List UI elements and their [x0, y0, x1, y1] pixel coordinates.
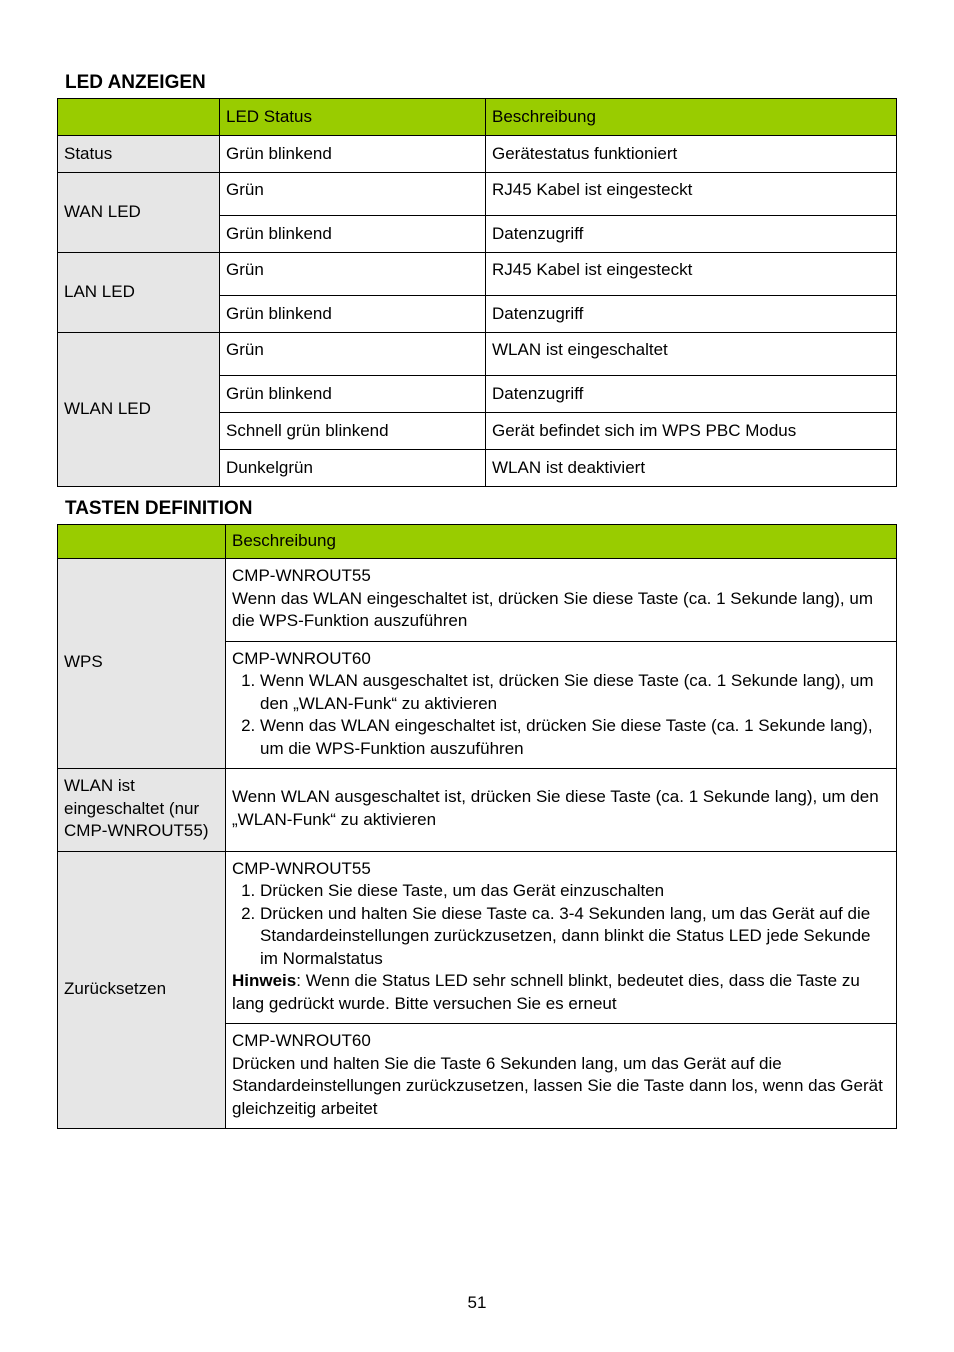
header-cell-description: Beschreibung: [486, 99, 897, 136]
key-label-wlan: WLAN ist eingeschaltet (nur CMP-WNROUT55): [58, 769, 226, 852]
led-status-cell: Grün: [220, 253, 486, 296]
led-description-cell: WLAN ist deaktiviert: [486, 450, 897, 487]
led-status-cell: Grün blinkend: [220, 216, 486, 253]
led-status-cell: Grün: [220, 333, 486, 376]
table-row: [58, 559, 897, 642]
key-description-cell: [226, 559, 897, 642]
led-description-cell: Datenzugriff: [486, 296, 897, 333]
led-table-header: [58, 99, 897, 136]
led-status-cell: Grün blinkend: [220, 376, 486, 413]
key-description-cell: [226, 1024, 897, 1129]
led-group-label: LAN LED: [58, 253, 220, 333]
led-status-cell: Schnell grün blinkend: [220, 413, 486, 450]
led-group-label: WLAN LED: [58, 333, 220, 487]
led-status-cell: Grün: [220, 173, 486, 216]
led-description-cell: RJ45 Kabel ist eingesteckt: [486, 253, 897, 296]
led-status-cell: Dunkelgrün: [220, 450, 486, 487]
model-name: CMP-WNROUT55: [232, 858, 371, 878]
keys-section-title: TASTEN DEFINITION: [65, 498, 253, 519]
list-item: 2. Wenn das WLAN eingeschaltet ist, drücken Sie diese Taste (ca. 1 Sekunde lang), um die WPS-Funktion auszuführen: [260, 715, 890, 760]
key-label-reset: Zurücksetzen: [58, 851, 226, 1129]
led-section-title: LED ANZEIGEN: [65, 72, 206, 93]
model-name: CMP-WNROUT60: [232, 1031, 371, 1050]
table-row: [58, 173, 897, 216]
key-description-cell: [226, 641, 897, 769]
description-text: Drücken und halten Sie die Taste 6 Sekunden lang, um das Gerät auf die Standardeinstellungen zurückzusetzen, lassen Sie die Taste dann los, wenn das Gerät gleichzeitig arbeitet: [232, 1053, 883, 1118]
header-cell-led-status: LED Status: [220, 99, 486, 136]
led-description-cell: WLAN ist eingeschaltet: [486, 333, 897, 376]
description-text: Wenn das WLAN eingeschaltet ist, drücken Sie diese Taste (ca. 1 Sekunde lang), um die WPS-Funktion auszuführen: [232, 588, 873, 630]
list-item: 2. Drücken und halten Sie diese Taste ca. 3-4 Sekunden lang, um das Gerät auf die Standardeinstellungen zurückzusetzen, dann blinkt die Status LED jede Sekunde im Normalstatus: [260, 903, 890, 971]
note-label: Hinweis: [232, 971, 297, 990]
key-description-cell: [226, 851, 897, 1024]
led-description-cell: Datenzugriff: [486, 376, 897, 413]
model-name: CMP-WNROUT60: [232, 648, 371, 668]
table-row: [58, 333, 897, 376]
header-cell-empty: [58, 525, 226, 559]
table-row: [58, 769, 897, 852]
led-description-cell: Datenzugriff: [486, 216, 897, 253]
keys-table: [57, 524, 897, 1129]
keys-table-header: [58, 525, 897, 559]
key-label-wps: WPS: [58, 559, 226, 769]
led-group-label: WAN LED: [58, 173, 220, 253]
led-group-label: Status: [58, 136, 220, 173]
led-description-cell: RJ45 Kabel ist eingesteckt: [486, 173, 897, 216]
table-row: [58, 851, 897, 1024]
header-cell-empty: [58, 99, 220, 136]
list-item: 1. Drücken Sie diese Taste, um das Gerät einzuschalten: [260, 880, 890, 903]
table-row: [58, 136, 897, 173]
table-row: [58, 253, 897, 296]
numbered-list: [232, 670, 890, 760]
led-status-cell: Grün blinkend: [220, 136, 486, 173]
numbered-list: [232, 880, 890, 970]
led-table: [57, 98, 897, 487]
model-name: CMP-WNROUT55: [232, 566, 371, 585]
list-item: 1. Wenn WLAN ausgeschaltet ist, drücken Sie diese Taste (ca. 1 Sekunde lang), um den „WLAN-Funk“ zu aktivieren: [260, 670, 890, 715]
led-description-cell: Gerät befindet sich im WPS PBC Modus: [486, 413, 897, 450]
key-description-cell: Wenn WLAN ausgeschaltet ist, drücken Sie diese Taste (ca. 1 Sekunde lang), um den „WLAN-Funk“ zu aktivieren: [226, 769, 897, 852]
header-cell-description: Beschreibung: [226, 525, 897, 559]
led-status-cell: Grün blinkend: [220, 296, 486, 333]
led-description-cell: Gerätestatus funktioniert: [486, 136, 897, 173]
note-text: : Wenn die Status LED sehr schnell blinkt, bedeutet dies, dass die Taste zu lang gedrückt wurde. Bitte versuchen Sie es erneut: [232, 971, 860, 1013]
page-number: 51: [467, 1293, 487, 1312]
